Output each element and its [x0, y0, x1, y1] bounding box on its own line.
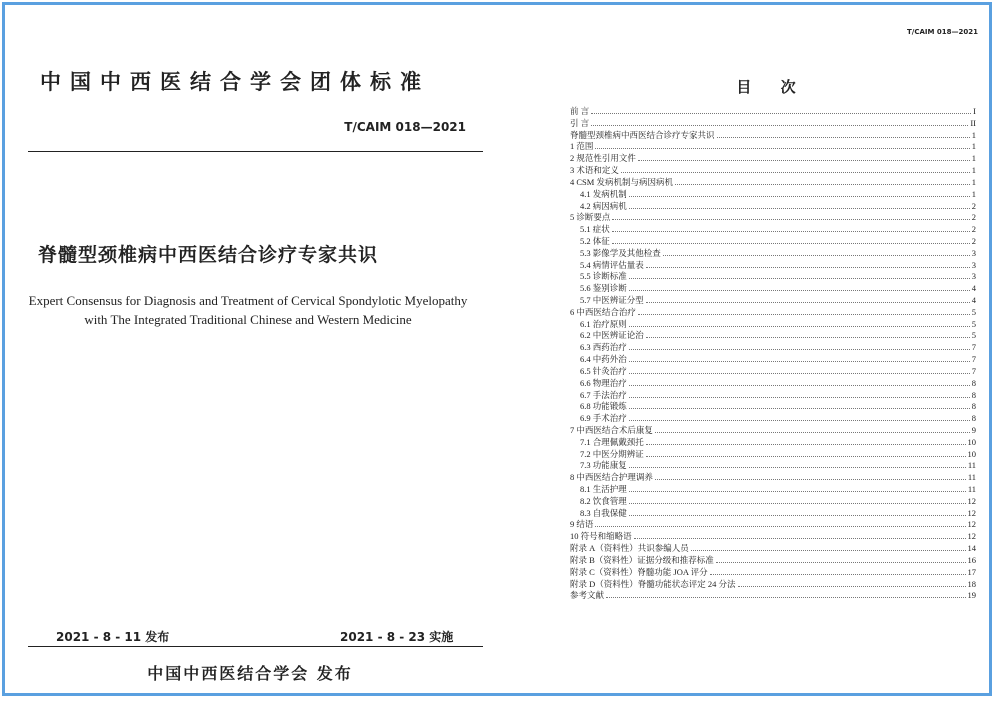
toc-entry-page: 1	[971, 129, 976, 140]
document-title-en-line2: with The Integrated Traditional Chinese and Western Medicine	[84, 312, 412, 327]
toc-entry[interactable]	[570, 378, 976, 390]
toc-entry-label: 附录 B（资料性）证据分级和推荐标准	[570, 554, 714, 565]
toc-leader-dots	[629, 508, 966, 516]
toc-leader-dots	[717, 130, 970, 138]
toc-leader-dots	[646, 449, 966, 457]
toc-entry[interactable]	[570, 496, 976, 508]
toc-entry-label: 5.3 影像学及其他检查	[580, 247, 661, 258]
toc-leader-dots	[646, 260, 970, 268]
toc-entry-page: 8	[971, 389, 976, 400]
toc-leader-dots	[629, 378, 970, 386]
toc-entry-page: 10	[967, 448, 976, 459]
toc-entry-page: 11	[967, 460, 976, 471]
toc-leader-dots	[629, 283, 970, 291]
toc-entry[interactable]	[570, 555, 976, 567]
toc-entry[interactable]	[570, 472, 976, 484]
toc-entry[interactable]	[570, 260, 976, 272]
toc-entry[interactable]	[570, 141, 976, 153]
toc-entry[interactable]	[570, 212, 976, 224]
toc-entry[interactable]	[570, 330, 976, 342]
toc-entry-page: 1	[971, 153, 976, 164]
toc-leader-dots	[629, 390, 970, 398]
toc-entry-label: 前 言	[570, 106, 590, 116]
toc-entry-label: 6.9 手术治疗	[580, 413, 627, 424]
toc-entry[interactable]	[570, 106, 976, 118]
toc-entry[interactable]	[570, 366, 976, 378]
toc-entry-label: 8.3 自我保健	[580, 507, 627, 518]
toc-entry-label: 4.2 病因病机	[580, 200, 627, 211]
toc-entry-label: 6.8 功能锻炼	[580, 401, 627, 412]
toc-entry-label: 7.3 功能康复	[580, 460, 627, 471]
toc-leader-dots	[738, 579, 966, 587]
toc-entry[interactable]	[570, 224, 976, 236]
document-title-en-line1: Expert Consensus for Diagnosis and Treatment of Cervical Spondylotic Myelopathy	[28, 293, 468, 308]
toc-entry-page: 2	[971, 212, 976, 223]
toc-entry[interactable]	[570, 460, 976, 472]
toc-entry[interactable]	[570, 295, 976, 307]
toc-entry-label: 2 规范性引用文件	[570, 153, 636, 164]
toc-leader-dots	[612, 212, 969, 220]
toc-leader-dots	[591, 118, 968, 126]
toc-leader-dots	[629, 271, 970, 279]
toc-entry[interactable]	[570, 130, 976, 142]
toc-entry-page: 1	[971, 141, 976, 152]
toc-entry-label: 5.4 病情评估量表	[580, 259, 644, 270]
toc-entry-page: 1	[971, 188, 976, 199]
toc-entry-label: 7.1 合理佩戴颈托	[580, 436, 644, 447]
toc-leader-dots	[606, 590, 965, 598]
toc-entry-page: 12	[967, 531, 976, 542]
toc-entry-label: 参考文献	[570, 590, 605, 601]
toc-entry-page: II	[970, 117, 976, 128]
publish-date: 2021 - 8 - 11 发布	[56, 630, 170, 644]
toc-entry-page: 19	[967, 590, 976, 601]
toc-entry-label: 5.1 症状	[580, 224, 610, 235]
toc-entry-label: 6.2 中医辨证论治	[580, 330, 644, 341]
toc-header-code: T/CAIM 018—2021	[907, 28, 978, 36]
toc-entry-label: 5.6 鉴别诊断	[580, 283, 627, 294]
toc-entry-page: I	[973, 106, 976, 116]
toc-entry[interactable]	[570, 283, 976, 295]
toc-entry-page: 12	[967, 495, 976, 506]
toc-leader-dots	[634, 531, 966, 539]
toc-leader-dots	[629, 413, 970, 421]
toc-leader-dots	[629, 342, 970, 350]
document-title-cn: 脊髓型颈椎病中西医结合诊疗专家共识	[38, 244, 379, 266]
toc-entry[interactable]	[570, 401, 976, 413]
toc-entry-label: 5.5 诊断标准	[580, 271, 627, 282]
toc-leader-dots	[655, 472, 966, 480]
toc-entry-label: 7.2 中医分期辨证	[580, 448, 644, 459]
toc-entry-page: 9	[971, 424, 976, 435]
toc-entry-label: 10 符号和缩略语	[570, 531, 632, 542]
toc-entry[interactable]	[570, 567, 976, 579]
toc-entry-page: 8	[971, 401, 976, 412]
toc-entry[interactable]	[570, 118, 976, 130]
toc-entry-label: 4.1 发病机制	[580, 188, 627, 199]
toc-entry-page: 2	[971, 235, 976, 246]
toc-leader-dots	[629, 189, 970, 197]
toc-leader-dots	[629, 401, 970, 409]
toc-entry-label: 6.6 物理治疗	[580, 377, 627, 388]
toc-leader-dots	[629, 201, 970, 209]
toc-entry-page: 11	[967, 484, 976, 494]
toc-entry[interactable]	[570, 153, 976, 165]
toc-entry-label: 4 CSM 发病机制与病因病机	[570, 176, 673, 187]
toc-entry-label: 8.2 饮食管理	[580, 495, 627, 506]
toc-entry[interactable]	[570, 579, 976, 591]
toc-entry-page: 12	[967, 507, 976, 518]
toc-entry[interactable]	[570, 484, 976, 496]
toc-leader-dots	[612, 236, 970, 244]
toc-entry[interactable]	[570, 189, 976, 201]
toc-entry-label: 6.1 治疗原则	[580, 318, 627, 329]
toc-entry-label: 附录 C（资料性）脊髓功能 JOA 评分	[570, 566, 708, 577]
standard-org-title: 中国中西医结合学会团体标准	[40, 70, 430, 94]
cover-page	[10, 10, 500, 690]
toc-leader-dots	[595, 519, 965, 527]
toc-entry-page: 8	[971, 377, 976, 388]
toc-leader-dots	[629, 319, 970, 327]
toc-entry[interactable]	[570, 413, 976, 425]
toc-leader-dots	[629, 484, 966, 492]
toc-entry-page: 7	[971, 365, 976, 376]
toc-entry-page: 16	[967, 554, 976, 565]
toc-entry-page: 10	[967, 436, 976, 447]
toc-entry-label: 附录 D（资料性）脊髓功能状态评定 24 分法	[570, 578, 736, 589]
toc-leader-dots	[638, 153, 970, 161]
toc-entry-page: 5	[971, 330, 976, 341]
toc-entry-page: 7	[971, 354, 976, 365]
toc-leader-dots	[629, 366, 970, 374]
toc-leader-dots	[646, 330, 970, 338]
toc-entry-label: 1 范围	[570, 141, 594, 152]
toc-entry[interactable]	[570, 543, 976, 555]
toc-entry[interactable]	[570, 449, 976, 461]
toc-entry-page: 5	[971, 306, 976, 317]
toc-leader-dots	[675, 177, 970, 185]
toc-leader-dots	[710, 567, 966, 575]
toc-leader-dots	[595, 141, 969, 149]
toc-entry-page: 17	[967, 566, 976, 577]
toc-entry-page: 14	[967, 543, 976, 554]
toc-entry-label: 6.7 手法治疗	[580, 389, 627, 400]
toc-entry-label: 7 中西医结合术后康复	[570, 424, 653, 435]
toc-title: 目 次	[736, 78, 808, 96]
standard-code: T/CAIM 018—2021	[344, 120, 466, 134]
toc-entry-page: 3	[971, 247, 976, 258]
toc-entry[interactable]	[570, 437, 976, 449]
toc-entry-page: 5	[971, 318, 976, 329]
toc-entry-page: 8	[971, 413, 976, 424]
toc-entry-page: 3	[971, 259, 976, 270]
toc-leader-dots	[638, 307, 970, 315]
implement-date: 2021 - 8 - 23 实施	[340, 630, 454, 644]
toc-entry-page: 2	[971, 200, 976, 211]
toc-entry[interactable]	[570, 342, 976, 354]
toc-entry-label: 引 言	[570, 117, 590, 128]
toc-entry-page: 7	[971, 342, 976, 353]
toc-leader-dots	[629, 354, 970, 362]
toc-entry[interactable]	[570, 177, 976, 189]
toc-entry-page: 12	[967, 519, 976, 530]
toc-entry-page: 18	[967, 578, 976, 589]
toc-entry[interactable]	[570, 248, 976, 260]
publisher: 中国中西医结合学会 发布	[147, 664, 353, 683]
toc-leader-dots	[716, 555, 966, 563]
toc-leader-dots	[612, 224, 970, 232]
toc-entry[interactable]	[570, 508, 976, 520]
toc-entry-page: 11	[967, 472, 976, 483]
toc-leader-dots	[629, 460, 966, 468]
toc-entry[interactable]	[570, 319, 976, 331]
toc-entry-page: 1	[971, 165, 976, 176]
toc-leader-dots	[621, 165, 970, 173]
toc-leader-dots	[691, 543, 966, 551]
toc-entry[interactable]	[570, 354, 976, 366]
toc-entry-label: 脊髓型颈椎病中西医结合诊疗专家共识	[570, 129, 715, 140]
toc-entry[interactable]	[570, 590, 976, 602]
toc-page	[556, 10, 988, 690]
toc-entry[interactable]	[570, 425, 976, 437]
toc-entry-label: 5 诊断要点	[570, 212, 611, 223]
toc-entry[interactable]	[570, 271, 976, 283]
toc-leader-dots	[629, 496, 966, 504]
toc-entry-label: 9 结语	[570, 519, 594, 530]
toc-entry-label: 6.4 中药外治	[580, 354, 627, 365]
toc-entry[interactable]	[570, 531, 976, 543]
toc-entry[interactable]	[570, 390, 976, 402]
toc-entry-page: 3	[971, 271, 976, 282]
toc-entry-label: 附录 A（资料性）共识参编人员	[570, 543, 689, 554]
toc-entry-label: 3 术语和定义	[570, 165, 619, 176]
toc-entry[interactable]	[570, 236, 976, 248]
toc-entry-label: 5.2 体征	[580, 235, 610, 246]
toc-entry-label: 6.5 针灸治疗	[580, 365, 627, 376]
toc-entry-page: 1	[971, 176, 976, 187]
toc-entry[interactable]	[570, 201, 976, 213]
toc-entry[interactable]	[570, 165, 976, 177]
toc-entry-page: 4	[971, 295, 976, 305]
toc-entry[interactable]	[570, 307, 976, 319]
toc-leader-dots	[663, 248, 970, 256]
toc-entry-label: 5.7 中医辨证分型	[580, 295, 644, 305]
toc-entry-label: 8 中西医结合护理调养	[570, 472, 653, 483]
toc-list	[570, 106, 976, 602]
document-title-en	[18, 291, 478, 329]
toc-entry-label: 6 中西医结合治疗	[570, 306, 636, 317]
toc-entry-label: 6.3 西药治疗	[580, 342, 627, 353]
toc-entry-page: 2	[971, 224, 976, 235]
toc-leader-dots	[591, 106, 971, 114]
toc-entry[interactable]	[570, 519, 976, 531]
toc-leader-dots	[655, 425, 970, 433]
cover-top-rule	[28, 151, 483, 152]
cover-bottom-rule	[28, 646, 483, 647]
toc-leader-dots	[646, 437, 966, 445]
toc-entry-label: 8.1 生活护理	[580, 484, 627, 494]
toc-leader-dots	[646, 295, 970, 303]
toc-entry-page: 4	[971, 283, 976, 294]
